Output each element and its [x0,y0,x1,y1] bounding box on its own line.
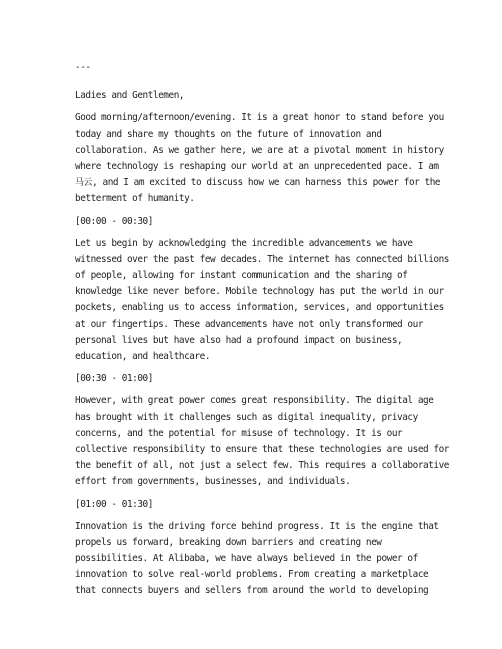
intro-line: Good morning/afternoon/evening. It is a great honor to stand before you [75,112,444,124]
intro-line: today and share my thoughts on the future of innovation and [75,128,382,140]
intro-line: betterment of humanity. [75,193,195,205]
section-line: Let us begin by acknowledging the incredible advancements we have [75,237,413,249]
intro-line: collaboration. As we gather here, we are at a pivotal moment in history [75,144,444,156]
section-line: education, and healthcare. [75,351,211,362]
timestamp-text: [00:00 - 00:30] [75,215,153,227]
section-line: propels us forward, breaking down barriers and creating new [75,536,382,548]
section-line: Innovation is the driving force behind progress. It is the engine that [75,520,439,532]
timestamp-1 [75,214,435,230]
speech-body [75,60,449,606]
section-line: at our fingertips. These advancements have not only transformed our [75,318,424,330]
intro-line: where technology is reshaping our world at an unprecedented pace. I am [75,160,439,172]
timestamp-3 [75,497,435,513]
section-line: personal lives but have also had a profound impact on business, [75,334,403,346]
section-1-paragraph [75,236,449,366]
section-line: knowledge like never before. Mobile technology has put the world in our [75,286,444,298]
timestamp-text: [01:00 - 01:30] [75,498,153,510]
greeting-text: Ladies and Gentlemen, [75,90,185,102]
intro-line-with-name [75,175,441,191]
intro-paragraph [75,110,444,207]
section-line: possibilities. At Alibaba, we have always believed in the power of [75,553,418,565]
section-line: the benefit of all, not just a select few. This requires a collaborative [75,460,449,472]
section-2-paragraph [75,393,449,490]
separator-text: --- [75,62,91,73]
section-line: witnessed over the past few decades. The internet has connected billions [75,253,449,265]
section-line: that connects buyers and sellers from around the world to developing [75,585,429,597]
section-line: innovation to solve real-world problems. From creating a marketplace [75,569,429,581]
section-line: collective responsibility to ensure that these technologies are used for [75,443,449,455]
section-line: concerns, and the potential for misuse of technology. It is our [75,427,403,439]
section-line: pockets, enabling us to access information, services, and opportunities [75,302,444,314]
speaker-name: 马云 [75,178,93,189]
separator-line [75,60,435,76]
timestamp-text: [00:30 - 01:00] [75,373,153,385]
greeting-paragraph [75,88,435,104]
section-line: effort from governments, businesses, and individuals. [75,476,351,488]
section-line: has brought with it challenges such as digital inequality, privacy [75,411,418,423]
section-line: However, with great power comes great responsibility. The digital age [75,395,434,407]
section-line: of people, allowing for instant communication and the sharing of [75,270,408,282]
section-3-paragraph [75,519,439,600]
timestamp-2 [75,371,435,387]
intro-name-rest: , and I am excited to discuss how we can harness this power for the [92,177,441,189]
